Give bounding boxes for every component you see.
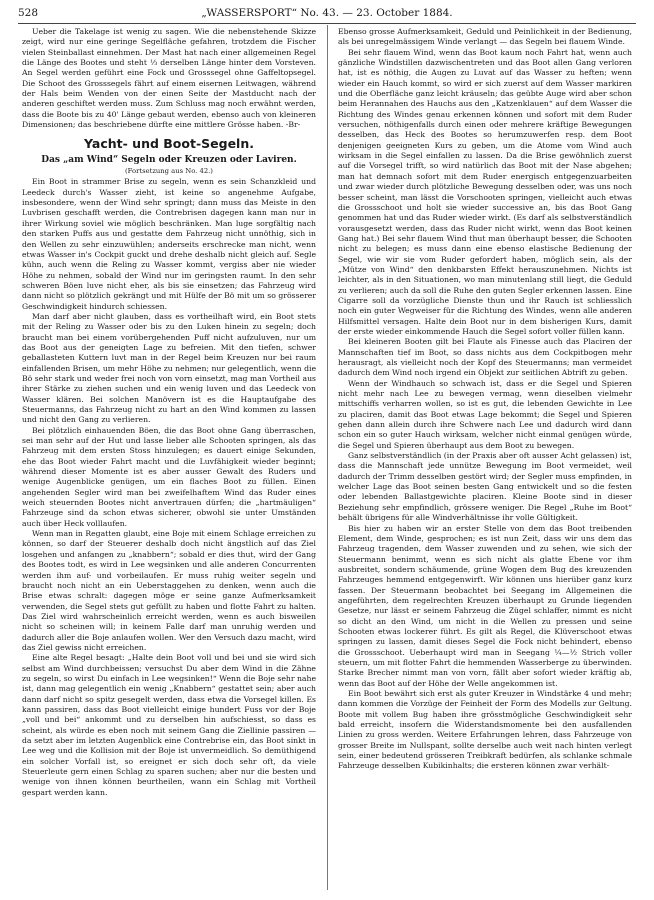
article-subtitle: Das „am Wind“ Segeln oder Kreuzen oder Laviren. bbox=[41, 155, 297, 166]
continuation-note: (Fortsetzung aus No. 42.) bbox=[125, 167, 213, 176]
body-paragraph: Wenn der Windhauch so schwach ist, dass er die Segel und Spieren nicht mehr nach Lee zu bewegen vermag, wenn dieselben vielmehr mittschiffs verharren wollen, so ist es gut, die lebenden Gewichte in Lee zu placiren, damit das Boot etwas Lage bekommt; die Segel und Spieren gehen dann allein durch ihre Schwere nach Lee und dadurch wird dann schon ein so guter Hauch wirksam, welcher nicht einmal genügen würde, die Segel und Spieren überhaupt aus dem Boot zu bewegen. bbox=[338, 378, 632, 450]
header-rule bbox=[18, 23, 636, 24]
right-column bbox=[338, 27, 632, 893]
body-paragraph: Wenn man in Regatten glaubt, eine Boje mit einem Schlage erreichen zu können, so darf der Steuerer deshalb doch nicht ängstlich auf das Ziel losgehen und anfangen zu „knabbern“; sobald er dies thut, wird der Gang des Bootes todt, es wird in Lee wegsinken und alle anderen Concurrenten werden ihm auf- und vorbeilaufen. Er muss ruhig weiter segeln und braucht noch nicht an ein Ueberstaggehen zu denken, wenn auch die Brise etwas schralt: dagegen möge er seine ganze Aufmerksamkeit verwenden, die Segel stets gut gefüllt zu haben und flotte Fahrt zu halten. Das Ziel wird wahrscheinlich erreicht werden, wenn es auch bisweilen nicht so scheinen will; in keinem Falle darf man unruhig werden und dadurch aller die Boje anlaufen wollen. Wer den Versuch dazu macht, wird das Ziel gewiss nicht erreichen. bbox=[22, 529, 316, 652]
body-paragraph: Ein Boot bewährt sich erst als guter Kreuzer in Windstärke 4 und mehr; dann kommen die Vorzüge der Feinheit der Form des Modells zur Geltung. Boote mit vollem Bug haben ihre grösstmögliche Geschwindigkeit sehr bald erreicht, insofern die Widerstandsmomente bei den ausfallenden Linien zu gross werden. Weitere Erfahrungen lehren, dass Fahrzeuge von grosser Breite im Nullspant, sollte derselbe auch weit nach hinten verlegt sein, einer bedeutend grösseren Treibkraft bedürfen, als schlanke schmale Fahrzeuge desselben Kubikinhalts; die ersteren können zwar verhält- bbox=[338, 689, 632, 771]
running-head: „WASSERSPORT“ No. 43. — 23. October 1884. bbox=[201, 7, 453, 19]
article-title: Yacht- und Boot-Segeln. bbox=[84, 136, 254, 152]
body-paragraph: Bis hier zu haben wir an erster Stelle von dem das Boot treibenden Element, dem Winde, gesprochen; es ist nun Zeit, dass wir uns dem das Fahrzeug tragenden, dem Wasser zuwenden und zu sehen, wie sich der Steuermann benimmt, wenn es sich nicht als glatte Ebene vor ihm ausbreitet, sondern schäumende, grüne Wogen dem Bug des kreuzenden Fahrzeuges hemmend entgegenwirft. Wir können uns hierüber ganz kurz fassen. Der Steuermann beobachtet bei Seegang im Allgemeinen die angeführten, dem regelrechten Kreuzen überhaupt zu Grunde liegenden Gesetze, nur lässt er seinem Fahrzeug die Zügel schlaffer, nimmt es nicht so dicht an den Wind, um nicht in die Wellen zu pressen und seine Schooten etwas lockerer führt. Es gilt als Regel, die Klüverschoot etwas springen zu lassen, damit dieses Segel die Fock nicht behindert, ebenso die Grossschoot. Ueberhaupt wird man in Seegang ¼—½ Strich voller steuern, um mit flotter Fahrt die hemmenden Wasserberge zu überwinden. Starke Brecher nimmt man von vorn, fällt aber sofort wieder kräftig ab, wenn das Boot auf der Höhe der Welle angekommen ist. bbox=[338, 523, 632, 688]
body-paragraph: Ganz selbstverständlich (in der Praxis aber oft ausser Acht gelassen) ist, dass die Mannschaft jede unnütze Bewegung im Boot vermeidet, weil dadurch der Trimm desselben gestört wird; der Segler muss empfinden, in welcher Lage das Boot seinen besten Gang entwickelt und so die festen oder lebenden Ballastgewichte placiren. Kleine Boote sind in dieser Beziehung sehr empfindlich, grössere weniger. Die Regel „Ruhe im Boot“ behält übrigens für alle Windverhältnisse ihr volle Gültigkeit. bbox=[338, 451, 632, 523]
page-header bbox=[18, 6, 636, 20]
body-paragraph: Bei plötzlich einhauenden Böen, die das Boot ohne Gang überraschen, sei man sehr auf der Hut und lasse lieber alle Schooten springen, als das Fahrzeug mit dem ersten Stoss hinzulegen; es dauert einige Sekunden, ehe das Boot wieder Fahrt macht und die Luvfähigkeit wieder beginnt; während dieser Momente ist es aber ausser Gewalt des Ruders und wenige Augenblicke genügen, um ein flaches Boot zu füllen. Einen angehenden Segler wird man bei zweifelhaftem Wind das Ruder eines weich steuernden Bootes nicht anvertrauen dürfen; die „hartmäuligen“ Fahrzeuge sind da schon etwas sicherer, obwohl sie unter Umständen auch über Heck volllaufen. bbox=[22, 425, 316, 528]
body-paragraph: Ebenso grosse Aufmerksamkeit, Geduld und Peinlichkeit in der Bedienung, als bei unregelmässigem Winde verlangt — das Segeln bei flauem Winde. bbox=[338, 27, 632, 47]
body-paragraph: Bei kleineren Booten gilt bei Flaute als Finesse auch das Placiren der Mannschaften tief im Boot, so dass nichts aus dem Cockpitbogen mehr herausragt, als vielleicht noch der Kopf des Steuermanns; man vermeidet dadurch dem Wind noch irgend ein Objekt zur seitlichen Abtrift zu geben. bbox=[338, 337, 632, 378]
body-paragraph: Man darf aber nicht glauben, dass es vortheilhaft wird, ein Boot stets mit der Reling zu Wasser oder bis zu den Luken hinein zu segeln; doch braucht man bei einem vorübergehenden Puff nicht aufzuluven, nur um das Boot aus der geneigten Lage zu befreien. Mit den tiefen, schwer geballasteten Kuttern luvt man in der Regel beim Kreuzen nur bei raum einfallenden Brisen, um mehr Höhe zu nehmen; nur gelegentlich, wenn die Bö sehr stark und weder frei noch von vorn einsetzt, mag man Vortheil aus ihrer Stärke zu ziehen suchen und ein wenig luven und das Leedeck von Wasser klären. Bei solchen Manövern ist es die Hauptaufgabe des Steuermanns, das Fahrzeug nicht zu hart an den Wind kommen zu lassen und nicht den Gang zu verlieren. bbox=[22, 311, 316, 425]
body-paragraph: Bei sehr flauem Wind, wenn das Boot kaum noch Fahrt hat, wenn auch gänzliche Windstillen dazwischentreten und das Boot allen Gang verloren hat, ist es nöthig, die Augen zu Luvat auf das Wasser zu heften; wenn wieder ein Hauch kommt, so wird er sich zuerst auf dem Wasser markiren und die Oberfläche ganz leicht kräuseln; das geübte Auge wird aber schon beim Herannahen des Hauchs aus den „Katzenklauen“ auf dem Wasser die Richtung des Windes genau erkennen können und sofort mit dem Ruder versuchen, nöthigenfalls durch einen oder mehrere kräftige Bewegungen desselben, das Heck des Bootes so herumzuwerfen resp. dem Boot denjenigen geeigneten Kurs zu geben, um die Atome vom Wind auch wirksam in die Segel einfallen zu lassen. Da die Brise gewöhnlich zuerst auf die Vorsegel trifft, so wird natürlich das Boot mit der Nase abgehen; man hat demnach sofort mit dem Ruder energisch entgegenzuarbeiten und zwar wieder durch plötzliche Bewegung desselben oder, was uns noch besser scheint, man lässt die Vorschooten springen, vielleicht auch etwas die Grossschoot und holt sie wieder successive an, bis das Boot Gang genommen hat und das Ruder wieder wirkt. (Es darf als selbstverständlich vorausgesetzt werden, dass das Ruder nicht wirkt, wenn das Boot keinen Gang hat.) Bei sehr flauem Wind thut man überhaupt besser, die Schooten nicht zu belegen; es muss dann eine ebenso elastische Bedienung der Segel, wie wir sie vom Ruder gefordert haben, möglich sein, als der „Mütze von Wind“ den denkbarsten Effekt herauszunehmen. Nichts ist leichter, als in den Situationen, wo man minutenlang still liegt, die Geduld zu verlieren; auch da soll die Ruhe den guten Segler erkennen lassen. Eine Cigarre soll da vorzügliche Dienste thun und ihr Rauch ist schliesslich noch ein guter Wegweiser für die Richtung des Windes, wenn alle anderen Hilfsmittel versagen. Halte dein Boot nur in dem bisherigen Kurs, damit der erste wieder einkommende Hauch die Segel sofort voller füllen kann. bbox=[338, 47, 632, 336]
body-paragraph: Ein Boot in strammer Brise zu segeln, wenn es sein Schanzkleid und Leedeck durch's Wasser zieht, ist keine so angenehme Aufgabe, insbesondere, wenn der Wind sehr springt; dann muss das Meiste in den Luvbrisen geschafft werden, die Contrebrisen dagegen kann man nur in ihrer Wirkung soviel wie möglich beschränken. Man luge sorgfältig nach den starken Puffs aus und gestatte dem Fahrzeug nicht unnöthig, sich in den Wellen zu sehr einzuwühlen; anderseits erschrecke man nicht, wenn etwas Wasser in's Cockpit guckt und drehe deshalb nicht gleich auf. Segle kühn, auch wenn die Reling zu Wasser kommt, vergiss aber nie wieder Höhe zu nehmen, sobald der Wind nur im geringsten raumt. In den sehr schweren Böen luve nicht eher, als bis sie einsetzen; das Fahrzeug wird dann nicht so plötzlich gekrängt und mit Hülfe der Bö mit um so grösserer Geschwindigkeit hindurch schiessen. bbox=[22, 177, 316, 311]
page-number: 528 bbox=[18, 7, 39, 19]
column-divider bbox=[327, 25, 328, 890]
takelage-paragraph: Ueber die Takelage ist wenig zu sagen. Wie die nebenstehende Skizze zeigt, wird nur eine geringe Segelfläche gefahren, trotzdem die Fischer vielen Steinballast einnehmen. Der Mast hat nach einer allgemeinen Regel die Länge des Bootes und steht ⅓ derselben Länge hinter dem Vorsteven. An Segel werden geführt eine Fock und Grosssegel ohne Gaffeltopsegel. Die Schoot des Grosssegels fährt auf einem eisernen Leitwagen, während der Hals beim Wenden von der einen Seite der Mastducht nach der anderen geschiftet werden muss. Zum Schluss mag noch erwähnt werden, dass die Boote bis zu 40' Länge gebaut werden, ebenso auch von kleineren Dimensionen; das beschriebene dürfte eine mittlere Grösse haben. -Br- bbox=[22, 27, 316, 130]
body-paragraph: Eine alte Regel besagt: „Halte dein Boot voll und bei und sie wird sich selbst am Wind durchbeissen; versuchst Du aber dem Wind in die Zähne zu segeln, so wirst Du einfach in Lee wegsinken!“ Wenn die Boje sehr nahe ist, dann mag gelegentlich ein wenig „Knabbern“ gestattet sein; aber auch dann darf nicht so spitz gesegelt werden, dass etwa die Vorsegel killen. Es kann passiren, dass das Boot vielleicht einige hundert Fuss vor der Boje „voll und bei“ ankommt und zu derselben hin aufschiesst, so dass es scheint, als würde es eben noch mit seinem Gang die Ziellinie passiren — da setzt aber im letzten Augenblick eine Contrebrise ein, das Boot sinkt in Lee weg und die Kollision mit der Boje ist unvermeidlich. So demüthigend ein solcher Vorfall ist, so ereignet er sich doch sehr oft, da viele Steuerleute gern einen Schlag zu sparen suchen; aber nur die besten und wenige von ihnen können beurtheilen, wann ein Schlag mit Vortheil gespart werden kann. bbox=[22, 653, 316, 797]
left-column bbox=[22, 27, 316, 893]
